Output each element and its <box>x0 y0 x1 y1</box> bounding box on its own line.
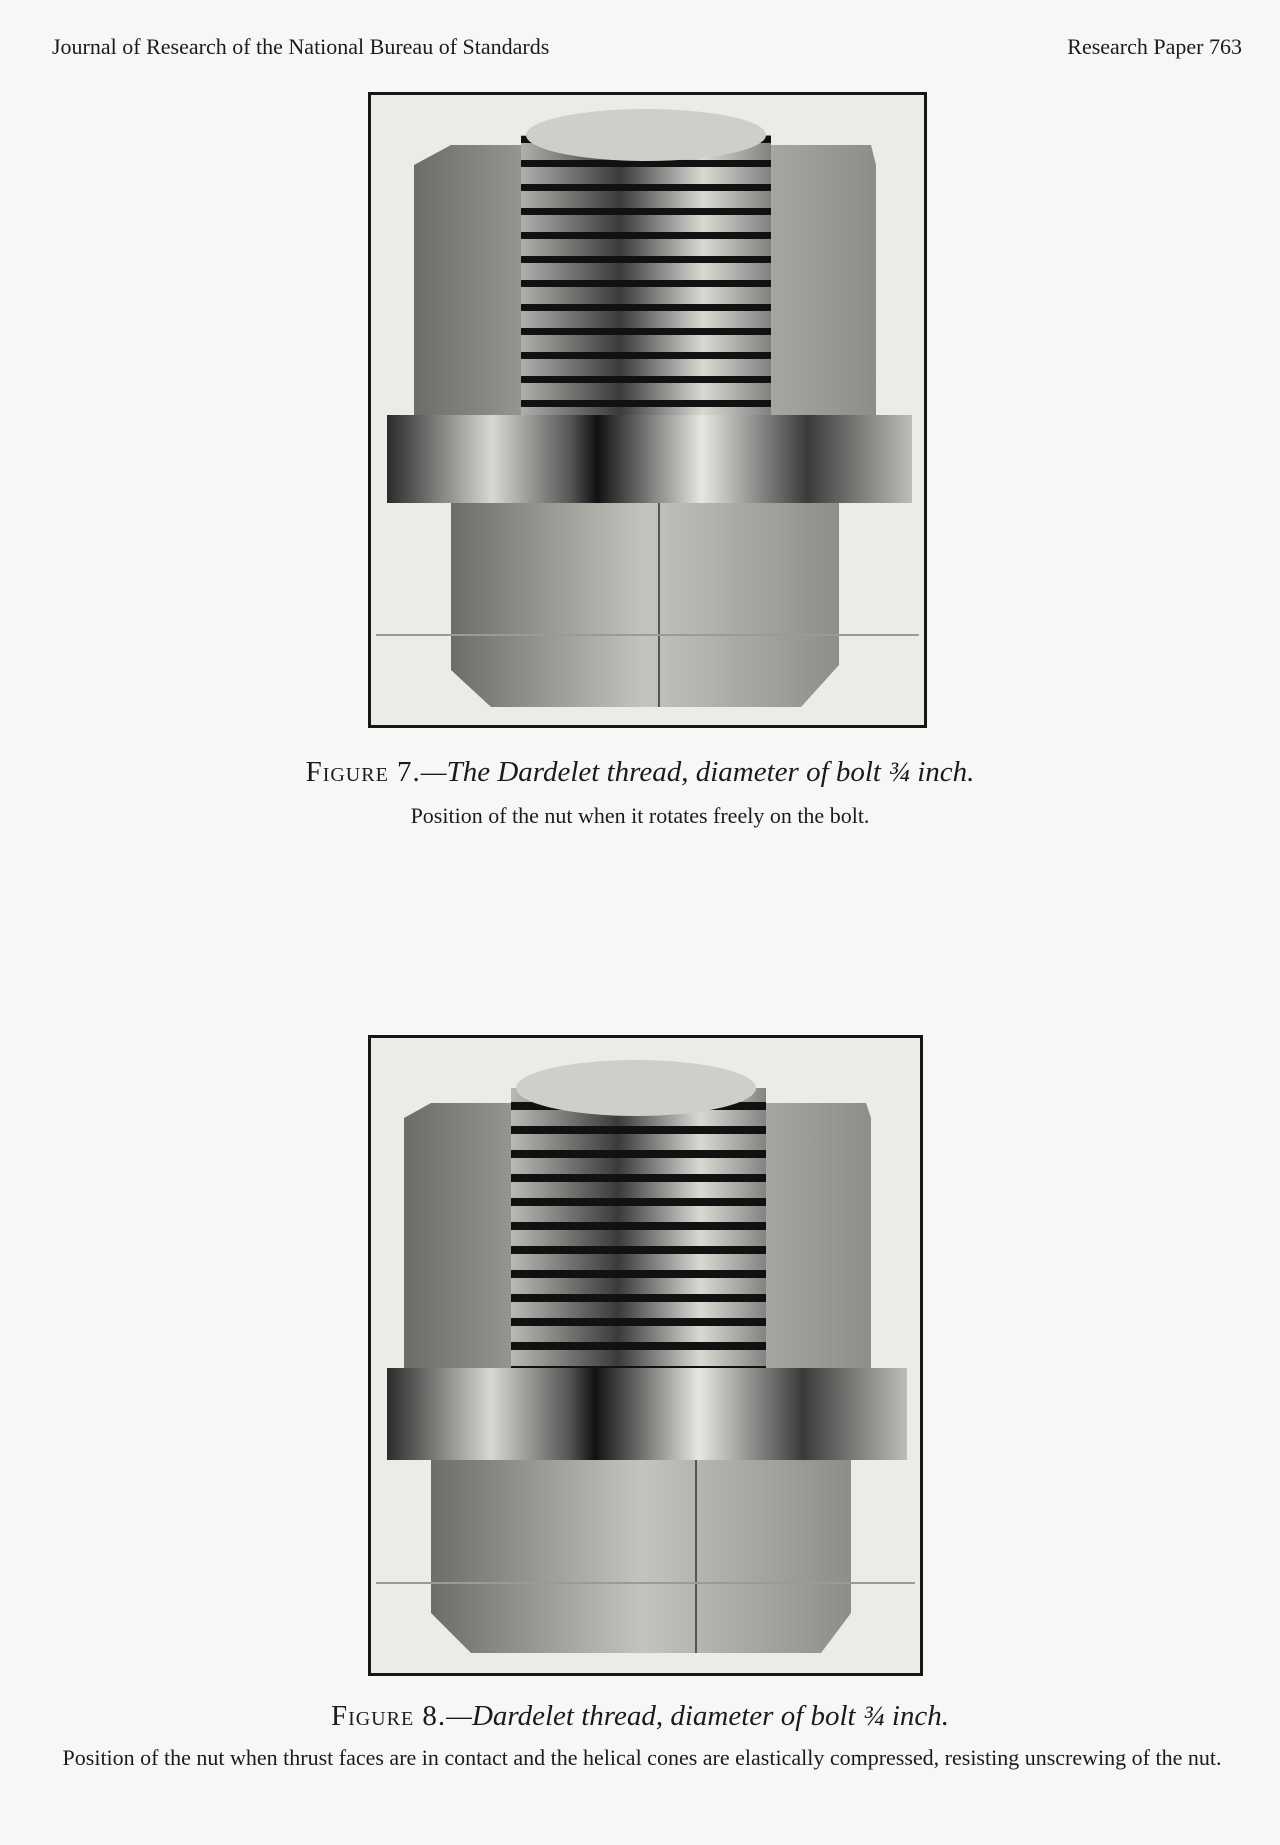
figure-7-title-text: —The Dardelet thread, diameter of bolt ¾ inch. <box>420 756 975 788</box>
figure-8-title <box>0 1700 1280 1733</box>
figure-8-title-text: —Dardelet thread, diameter of bolt ¾ inch. <box>446 1700 950 1732</box>
figure-8-photo <box>368 1035 923 1676</box>
figure-7-label: Figure 7. <box>305 756 421 788</box>
figure-8-caption: Position of the nut when thrust faces are in contact and the helical cones are elastically compressed, resisting unscrewing of the nut. <box>62 1745 1222 1770</box>
figure-7-photo <box>368 92 927 728</box>
figure-8-label: Figure 8. <box>330 1700 447 1732</box>
paper-number: Research Paper 763 <box>1067 34 1242 59</box>
figure-7-caption: Position of the nut when it rotates freely on the bolt. <box>410 803 870 828</box>
figure-7-title <box>0 756 1280 789</box>
journal-title: Journal of Research of the National Bureau of Standards <box>52 34 550 59</box>
